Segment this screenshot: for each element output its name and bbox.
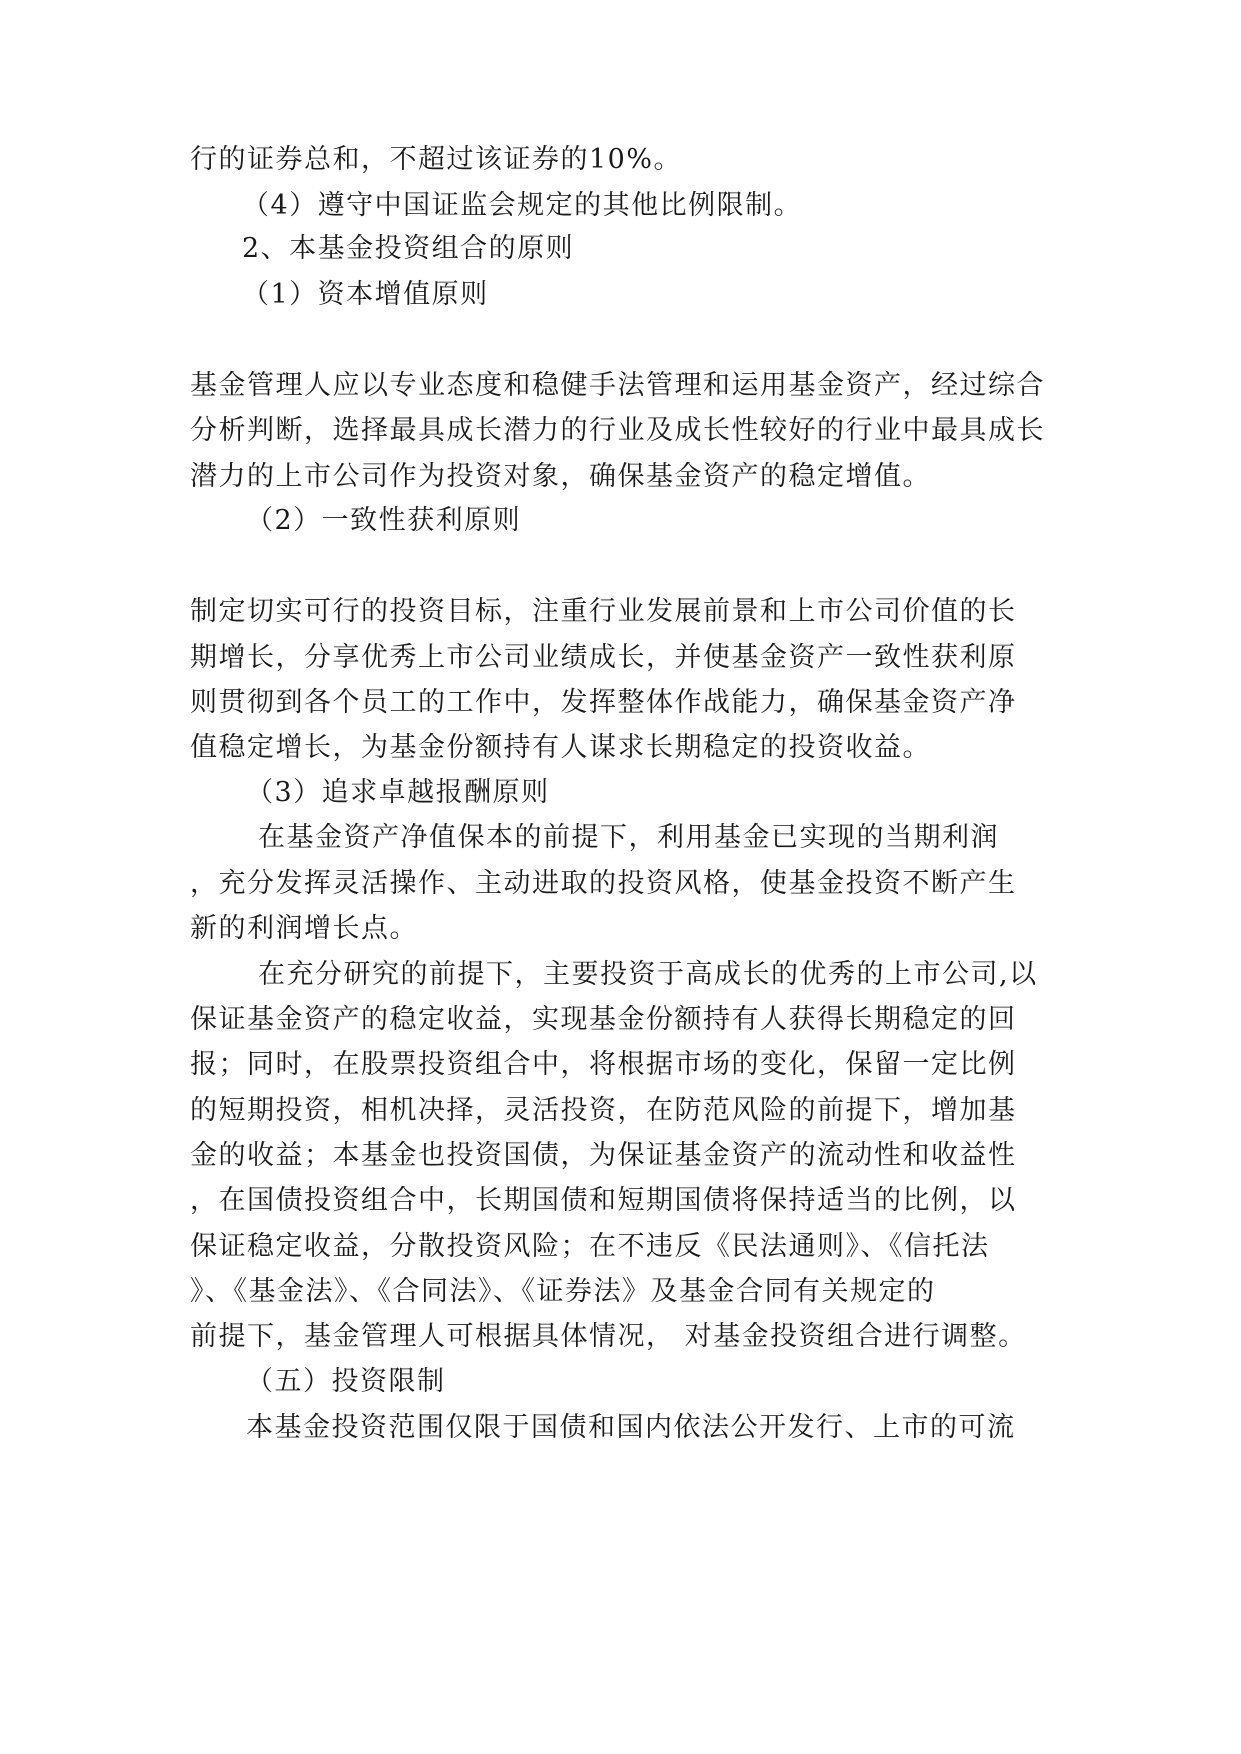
text-line: 期增长，分享优秀上市公司业绩成长，并使基金资产一致性获利原	[190, 642, 1017, 673]
subheading-3: （3）追求卓越报酬原则	[246, 777, 550, 808]
text-line: 保证稳定收益，分散投资风险；在不违反《民法通则》、《信托法	[190, 1231, 990, 1262]
text-line: 基金管理人应以专业态度和稳健手法管理和运用基金资产，经过综合	[190, 370, 1045, 401]
text-line: 保证基金资产的稳定收益，实现基金份额持有人获得长期稳定的回	[190, 1004, 1017, 1035]
text-line: 制定切实可行的投资目标，注重行业发展前景和上市公司价值的长	[190, 596, 1017, 627]
text-line: 报；同时，在股票投资组合中，将根据市场的变化，保留一定比例	[190, 1049, 1017, 1080]
text-line: 本基金投资范围仅限于国债和国内依法公开发行、上市的可流	[246, 1412, 1016, 1443]
text-line: 》、《基金法》、《合同法》、《证券法》及基金合同有关规定的	[190, 1276, 936, 1307]
section-heading: 2、本基金投资组合的原则	[242, 233, 575, 264]
text-line: 金的收益；本基金也投资国债，为保证基金资产的流动性和收益性	[190, 1140, 1017, 1171]
text-line: ，充分发挥灵活操作、主动进取的投资风格，使基金投资不断产生	[190, 868, 1017, 899]
subheading-2: （2）一致性获利原则	[246, 505, 522, 536]
text-line: 在充分研究的前提下，主要投资于高成长的优秀的上市公司,以	[258, 959, 1038, 990]
text-line: 行的证券总和，不超过该证券的10%。	[190, 144, 683, 175]
text-line: 的短期投资，相机决择，灵活投资，在防范风险的前提下，增加基	[190, 1095, 1017, 1126]
text-line: 值稳定增长，为基金份额持有人谋求长期稳定的投资收益。	[190, 732, 931, 763]
text-line: 新的利润增长点。	[190, 913, 418, 944]
text-line: 则贯彻到各个员工的工作中，发挥整体作战能力，确保基金资产净	[190, 687, 1017, 718]
text-line: 前提下，基金管理人可根据具体情况， 对基金投资组合进行调整。	[190, 1321, 1027, 1352]
list-item-4: （4）遵守中国证监会规定的其他比例限制。	[242, 190, 803, 221]
text-line: 分析判断，选择最具成长潜力的行业及成长性较好的行业中最具成长	[190, 415, 1045, 446]
text-line: 在基金资产净值保本的前提下，利用基金已实现的当期利润	[258, 822, 999, 853]
text-line: 潜力的上市公司作为投资对象，确保基金资产的稳定增值。	[190, 461, 931, 492]
text-line: ，在国债投资组合中，长期国债和短期国债将保持适当的比例，以	[190, 1185, 1017, 1216]
subheading-1: （1）资本增值原则	[242, 279, 489, 310]
section-heading-5: （五）投资限制	[246, 1366, 446, 1397]
